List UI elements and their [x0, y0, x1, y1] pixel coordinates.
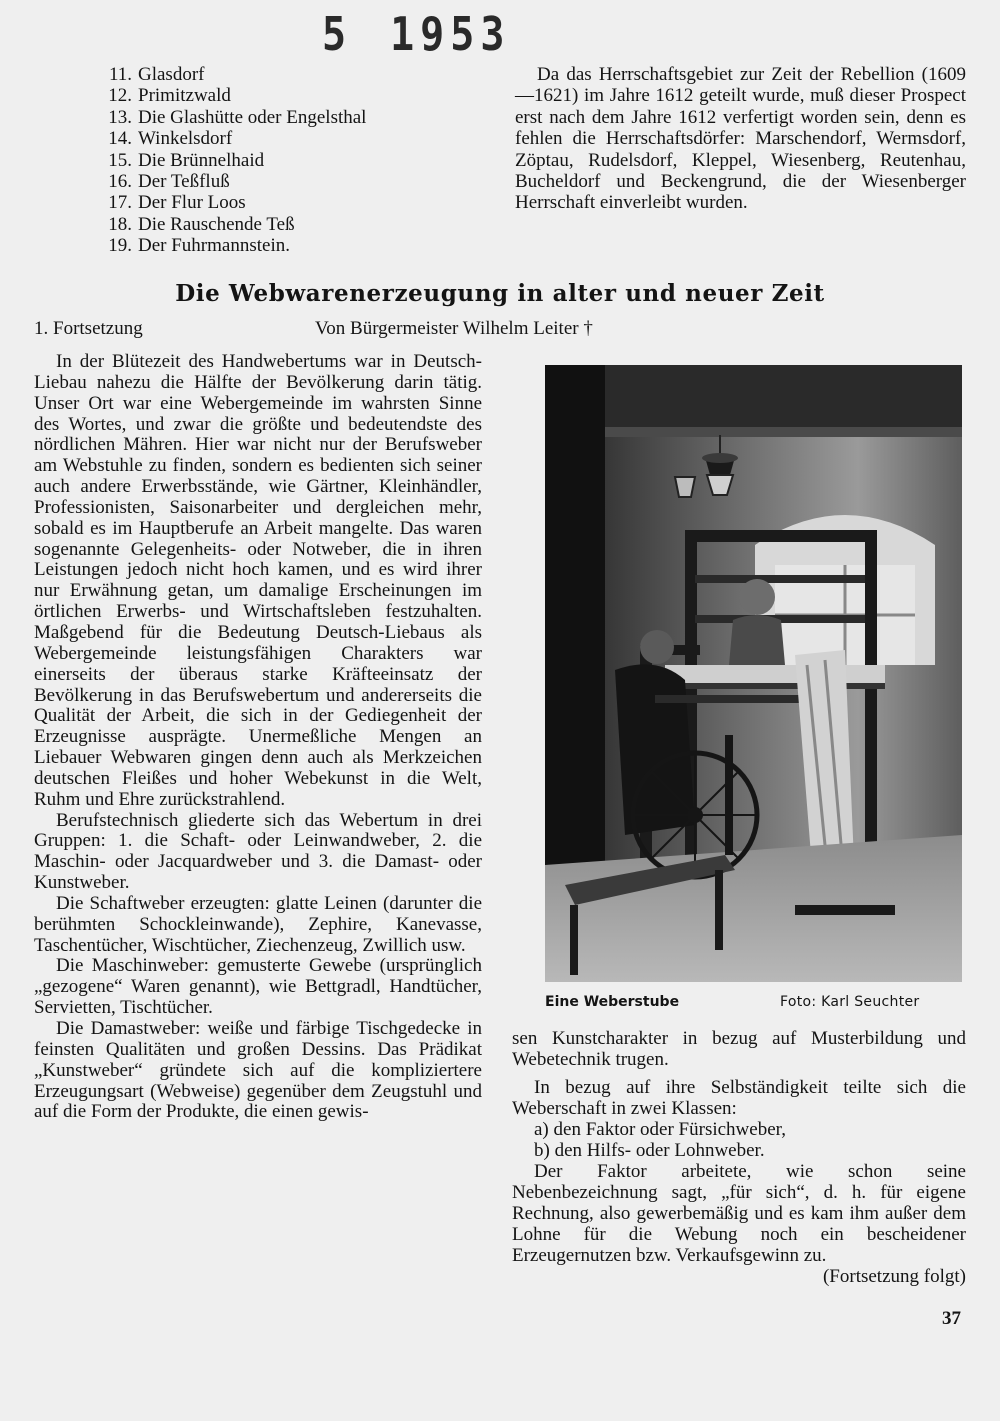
stamp-issue-number: 5 — [322, 8, 353, 62]
list-item: 11. Glasdorf — [108, 64, 205, 85]
list-item: 12. Primitzwald — [108, 85, 231, 107]
article-right-column — [512, 1028, 966, 1287]
article-left-column — [34, 352, 482, 1123]
previous-article-ending: Da das Herrschaftsgebiet zur Zeit der Rebellion (1609—1621) im Jahre 1612 geteilt wurde, muß dieser Prospect erst nach dem Jahre 1612 verfertigt worden sein, denn es fehlen die Herrschaftsdörfer: Marschendorf, Wermsdorf, Zöptau, Rudelsdorf, Kleppel, Wiesenberg, Reutenhau, Bucheldorf und Beckengrund, die der Wiesenberger Herrschaft einverleibt wurden. — [515, 64, 966, 214]
photo-credit: Foto: Karl Seuchter — [780, 994, 920, 1010]
continuation-line — [512, 1266, 966, 1287]
issue-stamp — [322, 9, 510, 62]
paragraph: Die Damastweber: weiße und färbige Tischgedecke in feinsten Qualitäten und großen Dessins. Das Prädikat „Kunstweber“ gründete sich auf die kompliziertere Erzeugungsart (Webweise) gegenüber dem Zeugstuhl und auf die Form der Produkte, die einen gewis- — [34, 1018, 482, 1123]
article-author: Von Bürgermeister Wilhelm Leiter † — [315, 318, 593, 339]
page-number: 37 — [942, 1308, 961, 1329]
list-item: b) den Hilfs- oder Lohnweber. — [534, 1140, 765, 1161]
paragraph: sen Kunstcharakter in bezug auf Musterbildung und Webetechnik trugen. — [512, 1028, 966, 1070]
weaving-room-photo — [545, 365, 962, 982]
list-item: 16. Der Teßfluß — [108, 171, 230, 193]
list-item: 15. Die Brünnelhaid — [108, 149, 265, 171]
weaving-room-illustration — [545, 365, 962, 982]
photo-caption: Eine Weberstube — [545, 994, 680, 1010]
paragraph: Der Faktor arbeitete, wie schon seine Nebenbezeichnung sagt, „für sich“, d. h. für eigene Rechnung, also gewerbemäßig und es kam ihm außer dem Lohne für die Webung noch ein bescheidener Erzeugernutzen bzw. Verkaufsgewinn zu. — [512, 1161, 966, 1266]
paragraph: Berufstechnisch gliederte sich das Webertum in drei Gruppen: 1. die Schaft- oder Leinwandweber, 2. die Maschin- oder Jacquardweber und 3. die Damast- oder Kunstweber. — [34, 809, 482, 894]
paragraph: Die Schaftweber erzeugten: glatte Leinen (darunter die berühmten Schockleinwande), Zephire, Kanevasse, Taschentücher, Wischtücher, Ziechenzeug, Zwillich usw. — [34, 892, 482, 956]
place-name-list — [94, 64, 494, 257]
list-item: 19. Der Fuhrmannstein. — [108, 235, 290, 257]
list-item: 13. Die Glashütte oder Engelsthal — [108, 106, 367, 128]
list-item: 17. Der Flur Loos — [108, 192, 246, 214]
paragraph: In bezug auf ihre Selbständigkeit teilte sich die Weberschaft in zwei Klassen: — [512, 1077, 966, 1119]
list-item: 14. Winkelsdorf — [108, 128, 233, 150]
to-be-continued: (Fortsetzung folgt) — [822, 1266, 966, 1287]
list-item: 18. Die Rauschende Teß — [108, 213, 295, 235]
article-continuation: 1. Fortsetzung — [34, 318, 143, 339]
stamp-year: 1953 — [390, 8, 511, 62]
paragraph: In der Blütezeit des Handwebertums war in Deutsch-Liebau nahezu die Hälfte der Bevölkerung darin tätig. Unser Ort war eine Webergemeinde im wahrsten Sinne des Wortes, und zwar die größte und bedeutendste des nördlichen Mähren. Hier war nicht nur der Berufsweber am Webstuhle zu finden, sondern es bedienten sich seiner auch andere Erwerbsstände, wie Gärtner, Kleinhändler, Professionisten, Saisonarbeiter und dergleichen mehr, sobald es im Hauptberufe an Arbeit mangelte. Das waren sogenannte Gelegenheits- oder Notweber, die in ihren Leistungen jedoch nicht hoch kamen, und es wird ihrer nur Erwähnung getan, um damalige Erscheinungen im örtlichen Erwerbs- und Wirtschaftsleben festzuhalten. Maßgebend für die Bedeutung Deutsch-Liebaus als Webergemeinde leistungsfähigen Charakters war einerseits der überaus starke Kräfteeinsatz der Bevölkerung in das Berufswebertum und andererseits die Qualität der Arbeit, die sich in der Gediegenheit der Erzeugnisse ausprägte. Unermeßliche Mengen an Liebauer Webwaren gingen denn auch als Merkzeichen deutschen Fleißes und hoher Webekunst in die Welt, Ruhm und Ehre zurückstrahlend. — [34, 351, 482, 810]
paragraph: Die Maschinweber: gemusterte Gewebe (ursprünglich „gezogene“ Waren genannt), wie Bettgradl, Handtücher, Servietten, Tischtücher. — [34, 955, 482, 1019]
article-title: Die Webwarenerzeugung in alter und neuer Zeit — [175, 280, 825, 307]
list-item: a) den Faktor oder Fürsichweber, — [534, 1119, 786, 1140]
